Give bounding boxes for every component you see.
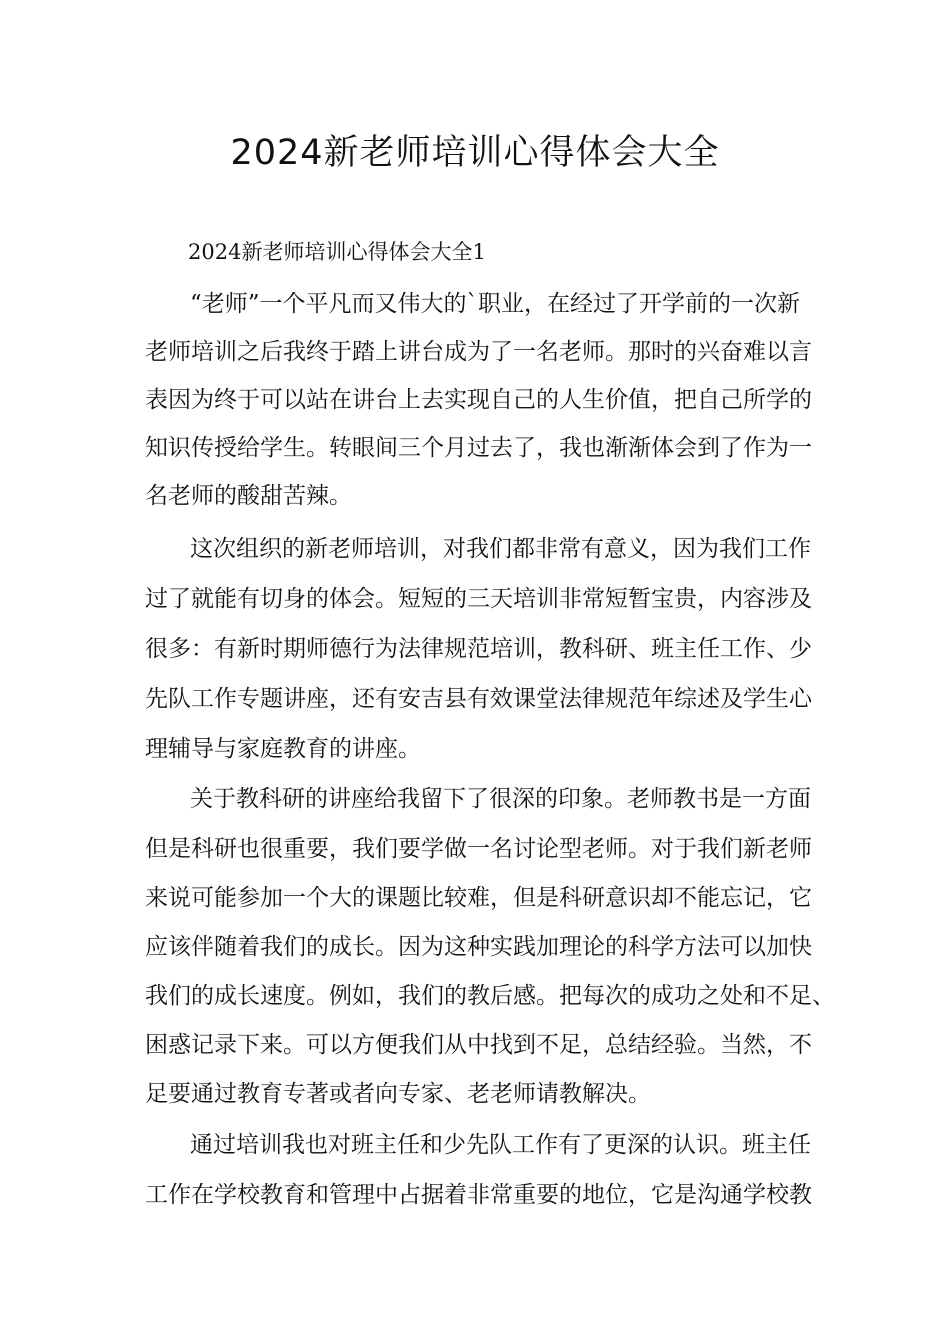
paragraph-line: 应该伴随着我们的成长。因为这种实践加理论的科学方法可以加快 xyxy=(145,934,812,960)
document-title: 2024新老师培训心得体会大全 xyxy=(230,133,720,173)
paragraph-line: 我们的成长速度。例如，我们的教后感。把每次的成功之处和不足、 xyxy=(145,983,835,1009)
paragraph-line: 足要通过教育专著或者向专家、老老师请教解决。 xyxy=(145,1081,651,1107)
paragraph-line: 理辅导与家庭教育的讲座。 xyxy=(145,736,421,762)
paragraph-line: 困惑记录下来。可以方便我们从中找到不足，总结经验。当然，不 xyxy=(145,1032,812,1058)
paragraph-line: 工作在学校教育和管理中占据着非常重要的地位，它是沟通学校教 xyxy=(145,1182,812,1208)
paragraph-line: 关于教科研的讲座给我留下了很深的印象。老师教书是一方面 xyxy=(190,786,811,812)
paragraph-line: “老师”一个平凡而又伟大的`职业，在经过了开学前的一次新 xyxy=(190,291,801,317)
paragraph-line: 这次组织的新老师培训，对我们都非常有意义，因为我们工作 xyxy=(190,536,811,562)
paragraph-line: 表因为终于可以站在讲台上去实现自己的人生价值，把自己所学的 xyxy=(145,387,812,413)
paragraph-line: 名老师的酸甜苦辣。 xyxy=(145,483,352,509)
paragraph-line: 但是科研也很重要，我们要学做一名讨论型老师。对于我们新老师 xyxy=(145,836,812,862)
paragraph-line: 老师培训之后我终于踏上讲台成为了一名老师。那时的兴奋难以言 xyxy=(145,339,812,365)
paragraph-line: 先队工作专题讲座，还有安吉县有效课堂法律规范年综述及学生心 xyxy=(145,686,812,712)
paragraph-line: 来说可能参加一个大的课题比较难，但是科研意识却不能忘记，它 xyxy=(145,885,812,911)
paragraph-line: 过了就能有切身的体会。短短的三天培训非常短暂宝贵，内容涉及 xyxy=(145,586,812,612)
section-heading: 2024新老师培训心得体会大全1 xyxy=(188,240,486,264)
paragraph-line: 知识传授给学生。转眼间三个月过去了，我也渐渐体会到了作为一 xyxy=(145,435,812,461)
paragraph-line: 很多：有新时期师德行为法律规范培训，教科研、班主任工作、少 xyxy=(145,636,812,662)
paragraph-line: 通过培训我也对班主任和少先队工作有了更深的认识。班主任 xyxy=(190,1132,811,1158)
